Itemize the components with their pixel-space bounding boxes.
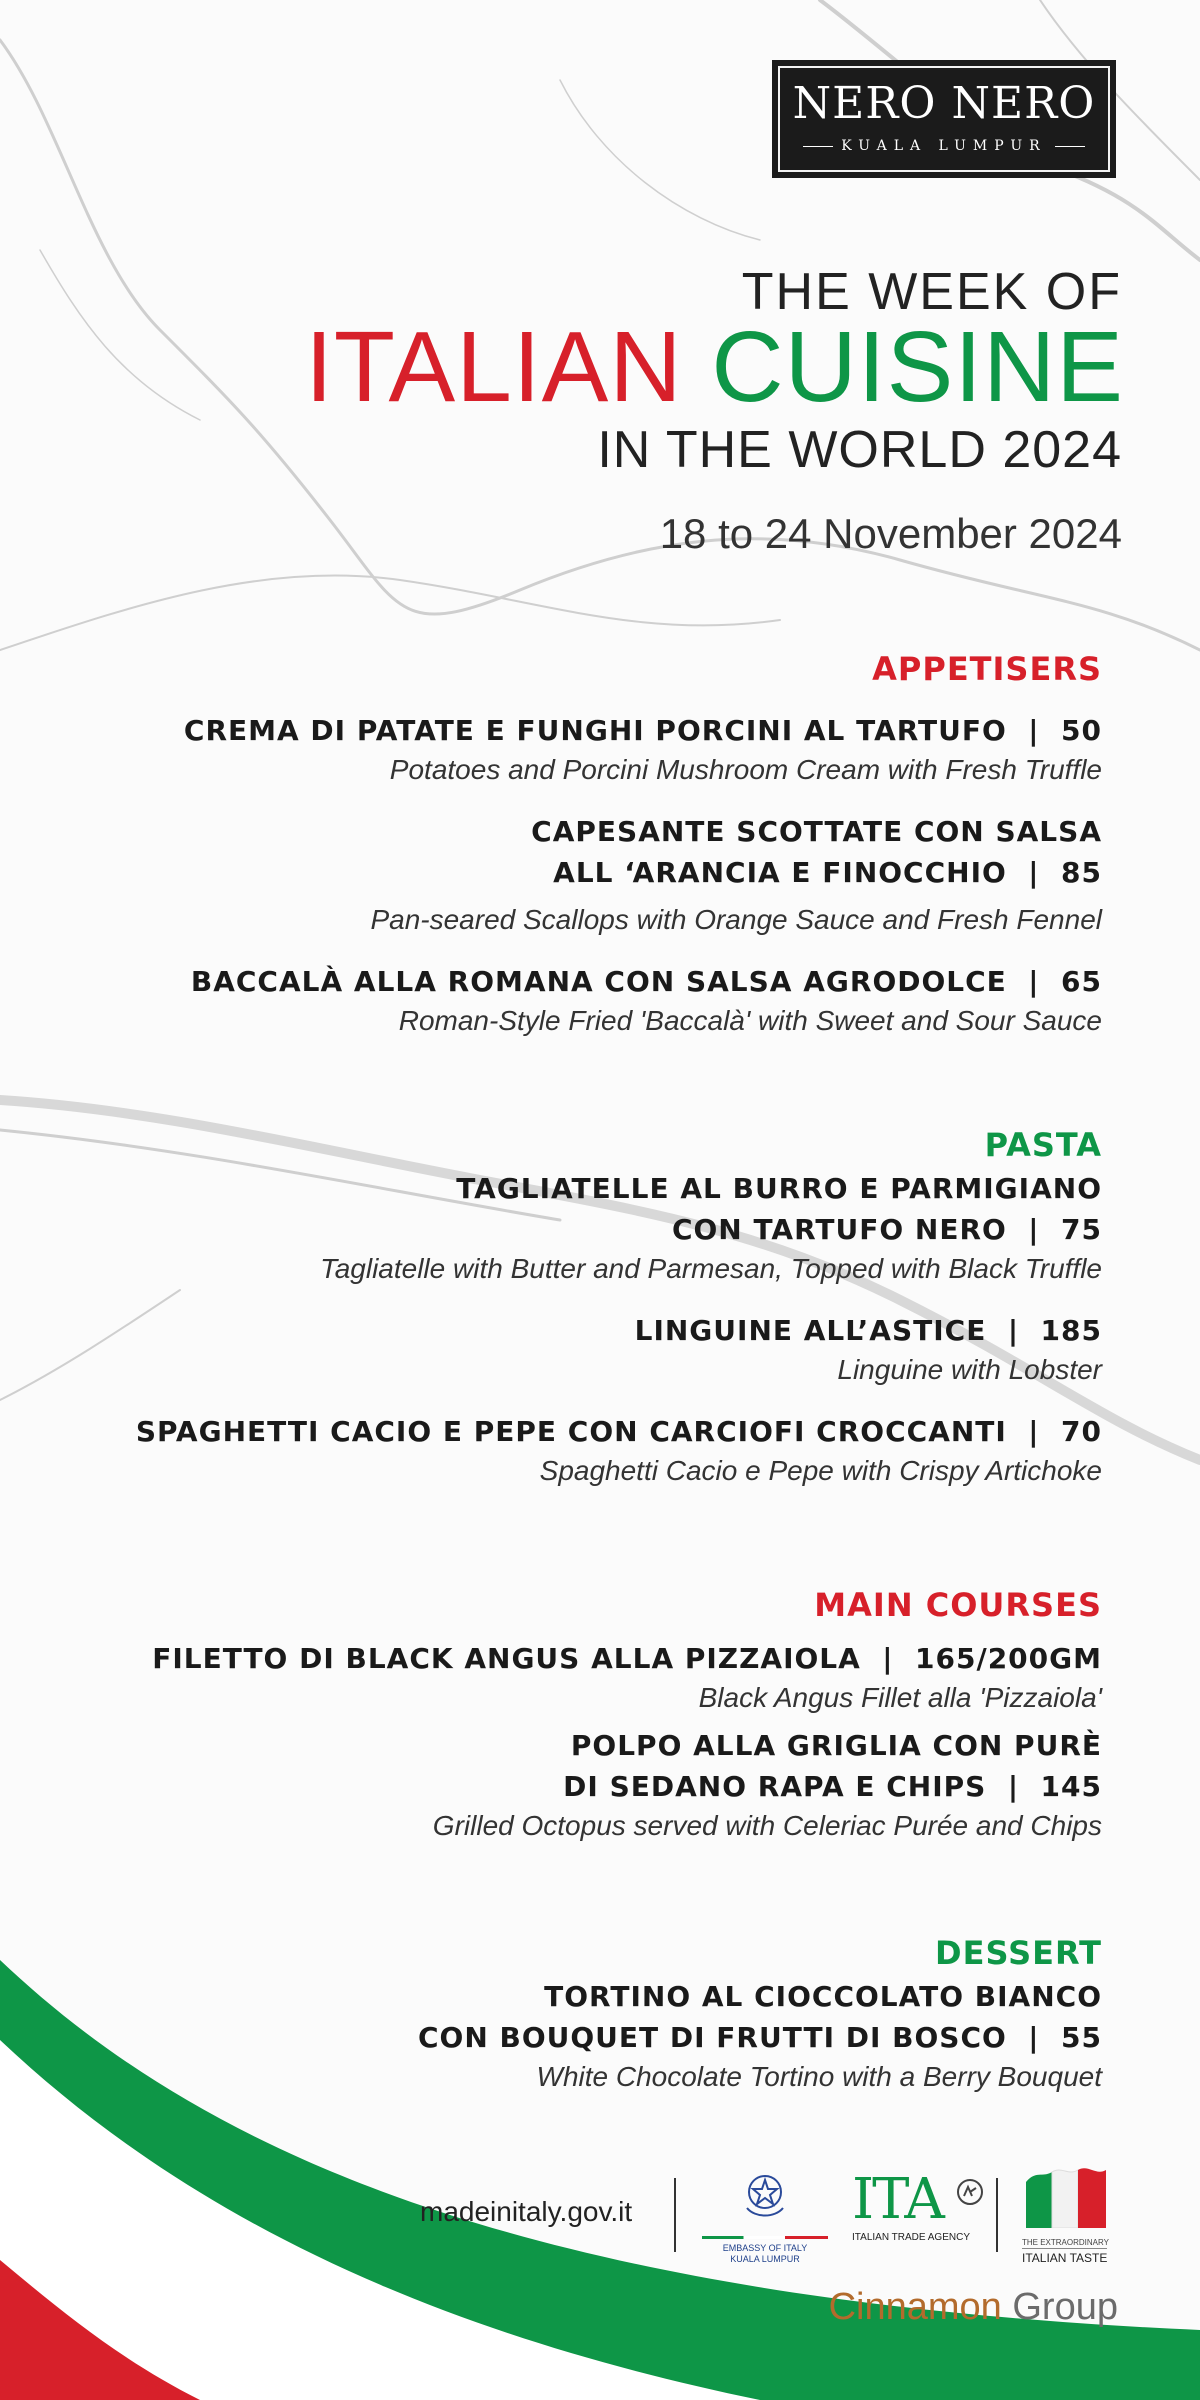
dish-name: CAPESANTE SCOTTATE CON SALSA [531,815,1102,848]
ita-circle-icon [956,2178,984,2206]
dish-name: BACCALÀ ALLA ROMANA CON SALSA AGRODOLCE | 65 [190,965,1102,998]
embassy-of-italy-logo [700,2168,830,2268]
dish-name-line-2: DI SEDANO RAPA E CHIPS | 145 [563,1770,1102,1803]
ita-logo [852,2167,982,2252]
cinnamon-word: Cinnamon [828,2286,1002,2328]
cinnamon-group-logo [829,2286,1118,2329]
menu-item [102,1725,1102,1845]
logo-name: NERO NERO [792,78,1096,129]
dish-description: Tagliatelle with Butter and Parmesan, Topped with Black Truffle [320,1253,1102,1284]
menu-item [102,1638,1102,1717]
menu-item [102,710,1102,789]
group-word: Group [1012,2286,1118,2328]
title-cuisine: CUISINE [711,311,1124,423]
footer-divider [996,2178,998,2252]
ita-wordmark: ITA [852,2167,943,2232]
dish-description: Linguine with Lobster [837,1354,1102,1385]
section-pasta [102,1126,1102,1490]
title-line-2 [305,310,1124,425]
dish-description: Black Angus Fillet alla 'Pizzaiola' [698,1682,1102,1713]
dish-name-line-2: CON BOUQUET DI FRUTTI DI BOSCO | 55 [417,2021,1102,2054]
embassy-flag-stripe [702,2236,828,2239]
section-appetisers [102,650,1102,1040]
menu-item [102,1976,1102,2096]
dish-name: LINGUINE ALL’ASTICE | 185 [634,1314,1102,1347]
extraordinary-italian-taste-logo [1022,2168,1122,2268]
taste-line-1: THE EXTRAORDINARY [1022,2238,1109,2247]
section-title-dessert: DESSERT [935,1934,1102,1972]
section-dessert [102,1934,1102,2096]
menu-item [102,811,1102,939]
nero-nero-logo [772,60,1116,178]
title-line-3: IN THE WORLD 2024 [597,421,1122,479]
section-title-main-courses: MAIN COURSES [814,1586,1102,1624]
menu-item [102,961,1102,1040]
dish-name: SPAGHETTI CACIO E PEPE CON CARCIOFI CROCCANTI | 70 [135,1415,1102,1448]
dish-name: POLPO ALLA GRIGLIA CON PURÈ [570,1729,1102,1762]
dish-description: Spaghetti Cacio e Pepe with Crispy Artichoke [539,1455,1102,1486]
logo-city: KUALA LUMPUR [772,138,1116,154]
title-line-1: THE WEEK OF [741,263,1122,321]
italian-emblem-icon [739,2168,791,2224]
menu-item [102,1168,1102,1288]
italian-flag-icon [1022,2168,1108,2228]
dish-description: Roman-Style Fried 'Baccalà' with Sweet and Sour Sauce [398,1005,1102,1036]
dish-name: TORTINO AL CIOCCOLATO BIANCO [544,1980,1102,2013]
taste-line-2: ITALIAN TASTE [1022,2248,1107,2265]
embassy-line-1: EMBASSY OF ITALY [722,2243,808,2253]
made-in-italy-url[interactable]: madeinitaly.gov.it [420,2196,633,2227]
dish-name-line-2: ALL ‘ARANCIA E FINOCCHIO | 85 [553,856,1102,889]
dish-description: Grilled Octopus served with Celeriac Purée and Chips [432,1810,1102,1841]
dish-name-line-2: CON TARTUFO NERO | 75 [671,1213,1102,1246]
ita-subtitle: ITALIAN TRADE AGENCY [852,2232,970,2243]
dish-name: FILETTO DI BLACK ANGUS ALLA PIZZAIOLA | 165/200GM [152,1642,1102,1675]
footer-divider [674,2178,676,2252]
event-dates: 18 to 24 November 2024 [659,510,1122,557]
embassy-line-2: KUALA LUMPUR [730,2254,800,2264]
title-italian: ITALIAN [305,311,683,423]
menu-item [102,1310,1102,1389]
section-title-pasta: PASTA [984,1126,1102,1164]
dish-description: Potatoes and Porcini Mushroom Cream with Fresh Truffle [389,754,1102,785]
menu-item [102,1411,1102,1490]
dish-name: TAGLIATELLE AL BURRO E PARMIGIANO [456,1172,1102,1205]
dish-description: Pan-seared Scallops with Orange Sauce and Fresh Fennel [370,904,1102,935]
section-main-courses [102,1586,1102,1845]
dish-name: CREMA DI PATATE E FUNGHI PORCINI AL TARTUFO | 50 [183,714,1102,747]
dish-description: White Chocolate Tortino with a Berry Bouquet [536,2061,1102,2092]
section-title-appetisers: APPETISERS [872,650,1102,688]
